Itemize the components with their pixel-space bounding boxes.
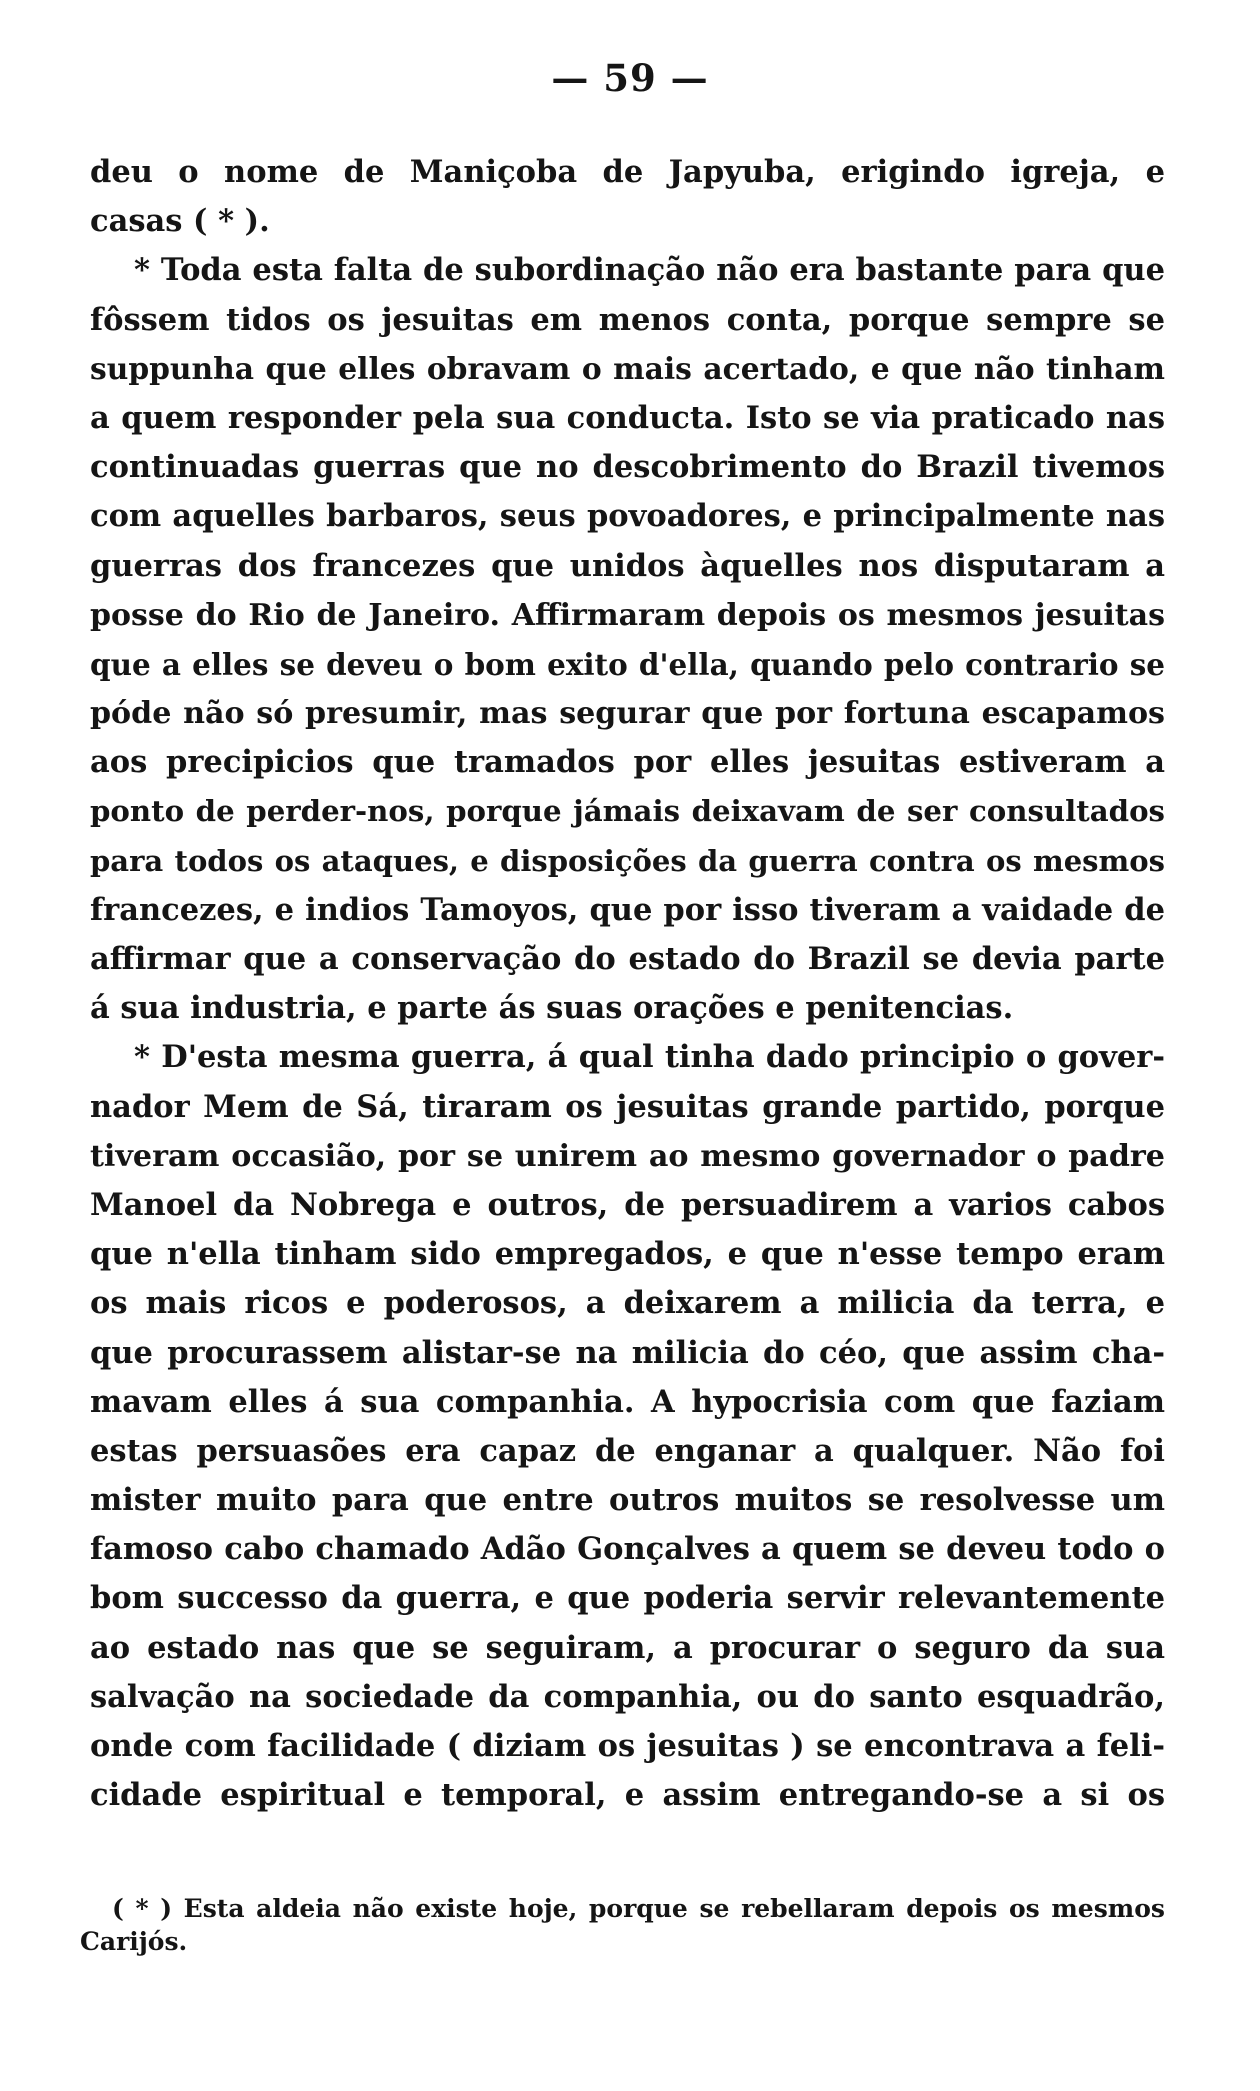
text-line: que a elles se deveu o bom exito d'ella, quando pelo contrario se [90, 646, 1165, 682]
text-line: francezes, e indios Tamoyos, que por isso tiveram a vaidade de [90, 891, 1165, 928]
text-line: * D'esta mesma guerra, á qual tinha dado principio o gover- [134, 1039, 1165, 1076]
text-line: mavam elles á sua companhia. A hypocrisia com que faziam [90, 1383, 1165, 1420]
text-line: salvação na sociedade da companhia, ou do santo esquadrão, [90, 1678, 1165, 1715]
text-line: ao estado nas que se seguiram, a procurar o seguro da sua [90, 1629, 1165, 1666]
text-line: á sua industria, e parte ás suas orações e penitencias. [90, 990, 1014, 1027]
text-line: mister muito para que entre outros muitos se resolvesse um [90, 1482, 1165, 1519]
text-line: Manoel da Nobrega e outros, de persuadirem a varios cabos [90, 1186, 1165, 1223]
text-line: para todos os ataques, e disposições da guerra contra os mesmos [90, 843, 1165, 878]
text-line: os mais ricos e poderosos, a deixarem a milicia da terra, e [90, 1285, 1165, 1322]
body-text [90, 148, 1165, 1820]
text-line: deu o nome de Maniçoba de Japyuba, erigindo igreja, e [90, 154, 1165, 190]
footnote [80, 1892, 1165, 1958]
text-line: póde não só presumir, mas segurar que por fortuna escapamos [90, 696, 1165, 732]
text-line: a quem responder pela sua conducta. Isto se via praticado nas [90, 399, 1165, 436]
text-line: com aquelles barbaros, seus povoadores, e principalmente nas [90, 498, 1165, 535]
text-line: fôssem tidos os jesuitas em menos conta, porque sempre se [90, 301, 1165, 338]
text-line: estas persuasões era capaz de enganar a qualquer. Não foi [90, 1432, 1165, 1469]
text-line: affirmar que a conservação do estado do Brazil se devia parte [90, 941, 1165, 977]
text-line: aos precipicios que tramados por elles jesuitas estiveram a [90, 744, 1165, 781]
text-line: que procurassem alistar-se na milicia do céo, que assim cha- [90, 1334, 1165, 1371]
text-line: famoso cabo chamado Adão Gonçalves a quem se deveu todo o [90, 1531, 1165, 1568]
text-line: suppunha que elles obravam o mais acertado, e que não tinham [90, 351, 1165, 387]
footnote-line: ( * ) Esta aldeia não existe hoje, porque se rebellaram depois os mesmos [112, 1894, 1165, 1923]
text-line: guerras dos francezes que unidos àquelles nos disputaram a [90, 547, 1165, 584]
page-number: — 59 — [551, 56, 709, 100]
text-line: nador Mem de Sá, tiraram os jesuitas grande partido, porque [90, 1088, 1165, 1125]
text-line: ponto de perder-nos, porque jámais deixavam de ser consultados [90, 794, 1165, 829]
text-line: bom successo da guerra, e que poderia servir relevantemente [90, 1580, 1165, 1617]
text-line: onde com facilidade ( diziam os jesuitas ) se encontrava a feli- [90, 1728, 1165, 1764]
text-line: cidade espiritual e temporal, e assim entregando-se a si os [90, 1777, 1165, 1814]
footnote-line: Carijós. [80, 1927, 188, 1956]
text-line: posse do Rio de Janeiro. Affirmaram depois os mesmos jesuitas [90, 597, 1165, 633]
text-line: tiveram occasião, por se unirem ao mesmo governador o padre [90, 1138, 1165, 1174]
text-line: * Toda esta falta de subordinação não era bastante para que [134, 252, 1165, 289]
text-line: continuadas guerras que no descobrimento do Brazil tivemos [90, 449, 1165, 486]
text-line: casas ( * ). [90, 203, 270, 240]
text-line: que n'ella tinham sido empregados, e que n'esse tempo eram [90, 1236, 1165, 1273]
